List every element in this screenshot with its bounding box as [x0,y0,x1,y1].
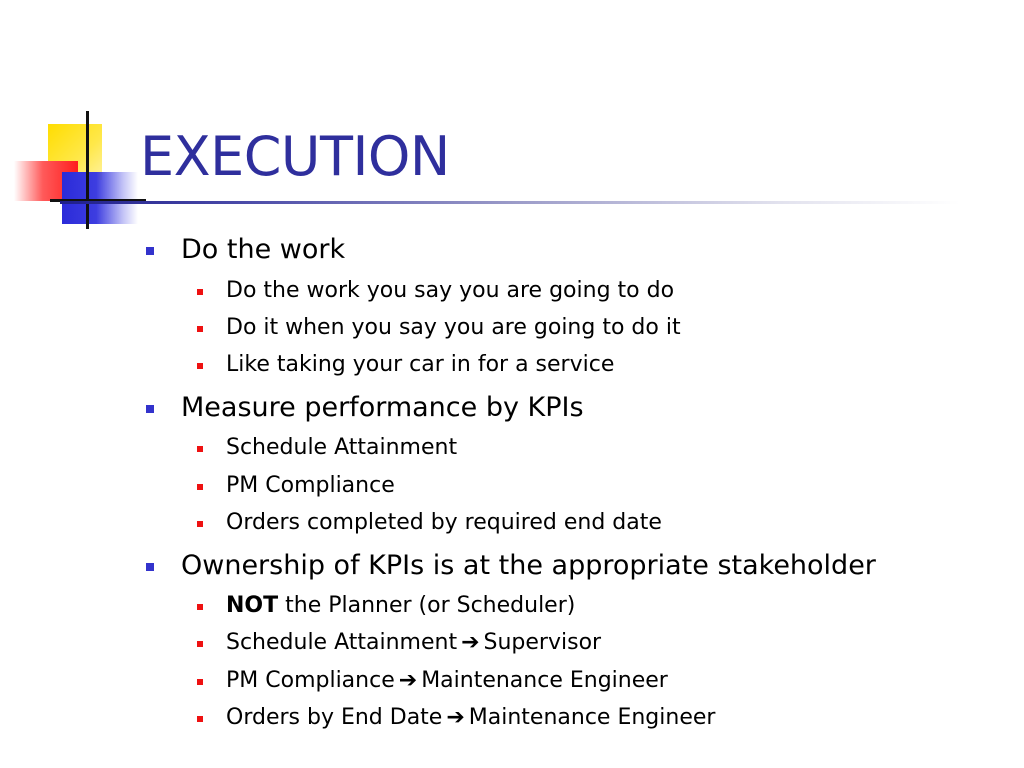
sub-bullet-square-icon [197,716,203,722]
sub-bullet-square-icon [197,289,203,295]
arrow-right-icon: ➔ [446,705,465,730]
bullet-square-icon [146,563,154,571]
bullet-square-icon [146,405,154,413]
decor-vertical-line [86,111,89,229]
bullet-do-the-work: Do the work [181,234,346,265]
kpi-name: Schedule Attainment [226,630,458,655]
sub-bullet-square-icon [197,604,203,610]
title-underline-rule [60,201,960,204]
sub-bullet-kpi-owner [226,629,601,657]
sub-bullet: Like taking your car in for a service [226,352,615,377]
slide-title: EXECUTION [140,125,450,188]
sub-bullet: PM Compliance [226,473,395,498]
decor-blue-square [62,172,138,224]
bullet-measure-performance: Measure performance by KPIs [181,392,584,423]
sub-bullet: Do the work you say you are going to do [226,278,675,303]
sub-bullet-square-icon [197,679,203,685]
sub-bullet-kpi-owner [226,704,715,732]
sub-bullet-kpi-owner [226,667,668,695]
sub-bullet-square-icon [197,484,203,490]
sub-bullet-square-icon [197,326,203,332]
emphasis-not: NOT [226,593,279,618]
sub-bullet: Do it when you say you are going to do it [226,315,681,340]
sub-bullet-rest: the Planner (or Scheduler) [278,593,576,618]
kpi-name: PM Compliance [226,668,395,693]
sub-bullet-not-planner [226,592,575,620]
kpi-owner: Maintenance Engineer [468,705,716,730]
sub-bullet: Orders completed by required end date [226,510,662,535]
kpi-owner: Maintenance Engineer [421,668,668,693]
sub-bullet: Schedule Attainment [226,435,458,460]
sub-bullet-square-icon [197,446,203,452]
sub-bullet-square-icon [197,521,203,527]
sub-bullet-square-icon [197,641,203,647]
sub-bullet-square-icon [197,363,203,369]
bullet-square-icon [146,247,154,255]
kpi-name: Orders by End Date [226,705,443,730]
kpi-owner: Supervisor [483,630,602,655]
arrow-right-icon: ➔ [461,630,480,655]
arrow-right-icon: ➔ [398,668,418,693]
bullet-ownership-of-kpis: Ownership of KPIs is at the appropriate stakeholder [181,550,876,581]
